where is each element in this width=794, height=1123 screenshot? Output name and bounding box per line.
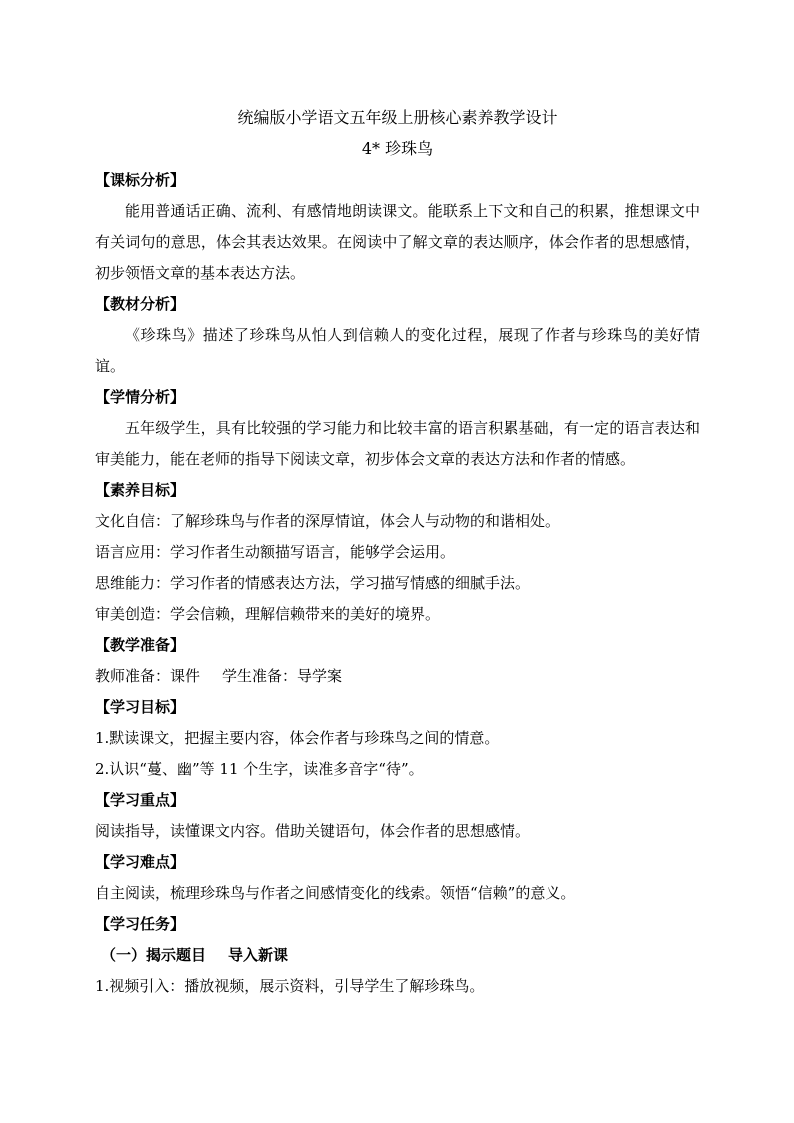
task-item: 1.视频引入：播放视频，展示资料，引导学生了解珍珠鸟。 xyxy=(95,977,485,995)
heading-students: 【学情分析】 xyxy=(95,388,186,406)
objective-item: 2.认识“蔓、幽”等 11 个生字，读准多音字“待”。 xyxy=(95,760,424,778)
goal-item: 文化自信：了解珍珠鸟与作者的深厚情谊，体会人与动物的和谐相处。 xyxy=(95,512,561,530)
students-text: 五年级学生，具有比较强的学习能力和比较丰富的语言积累基础，有一定的语言表达和审美能力，能在老师的指导下阅读文章，初步体会文章的表达方法和作者的情感。 xyxy=(95,419,700,468)
heading-tasks: 【学习任务】 xyxy=(95,915,186,933)
document-content xyxy=(95,103,700,1002)
task-subheading-part1: （一）揭示题目 xyxy=(101,946,207,964)
lesson-title: 4* 珍珠鸟 xyxy=(361,139,434,158)
textbook-text: 《珍珠鸟》描述了珍珠鸟从怕人到信赖人的变化过程，展现了作者与珍珠鸟的美好情谊。 xyxy=(95,326,700,375)
document-title: 统编版小学语文五年级上册核心素养教学设计 xyxy=(237,108,558,127)
heading-curriculum: 【课标分析】 xyxy=(95,171,186,189)
objective-item: 1.默读课文，把握主要内容，体会作者与珍珠鸟之间的情意。 xyxy=(95,729,500,747)
difficulties-text: 自主阅读，梳理珍珠鸟与作者之间感情变化的线索。领悟“信赖”的意义。 xyxy=(95,884,576,902)
heading-keypoints: 【学习重点】 xyxy=(95,791,186,809)
heading-objectives: 【学习目标】 xyxy=(95,698,186,716)
curriculum-text: 能用普通话正确、流利、有感情地朗读课文。能联系上下文和自己的积累，推想课文中有关词句的意思，体会其表达效果。在阅读中了解文章的表达顺序，体会作者的思想感情，初步领悟文章的基本表达方法。 xyxy=(95,202,700,282)
student-prep: 学生准备：导学案 xyxy=(222,667,343,685)
task-subheading xyxy=(95,940,700,971)
goal-item: 思维能力：学习作者的情感表达方法，学习描写情感的细腻手法。 xyxy=(95,574,531,592)
heading-prep: 【教学准备】 xyxy=(95,636,186,654)
heading-difficulties: 【学习难点】 xyxy=(95,853,186,871)
heading-goals: 【素养目标】 xyxy=(95,481,186,499)
goal-item: 语言应用：学习作者生动额描写语言，能够学会运用。 xyxy=(95,543,456,561)
keypoints-text: 阅读指导，读懂课文内容。借助关键语句，体会作者的思想感情。 xyxy=(95,822,531,840)
prep-line xyxy=(95,661,700,692)
task-subheading-part2: 导入新课 xyxy=(228,946,289,964)
teacher-prep: 教师准备：课件 xyxy=(95,667,201,685)
goal-item: 审美创造：学会信赖，理解信赖带来的美好的境界。 xyxy=(95,605,441,623)
heading-textbook: 【教材分析】 xyxy=(95,295,186,313)
